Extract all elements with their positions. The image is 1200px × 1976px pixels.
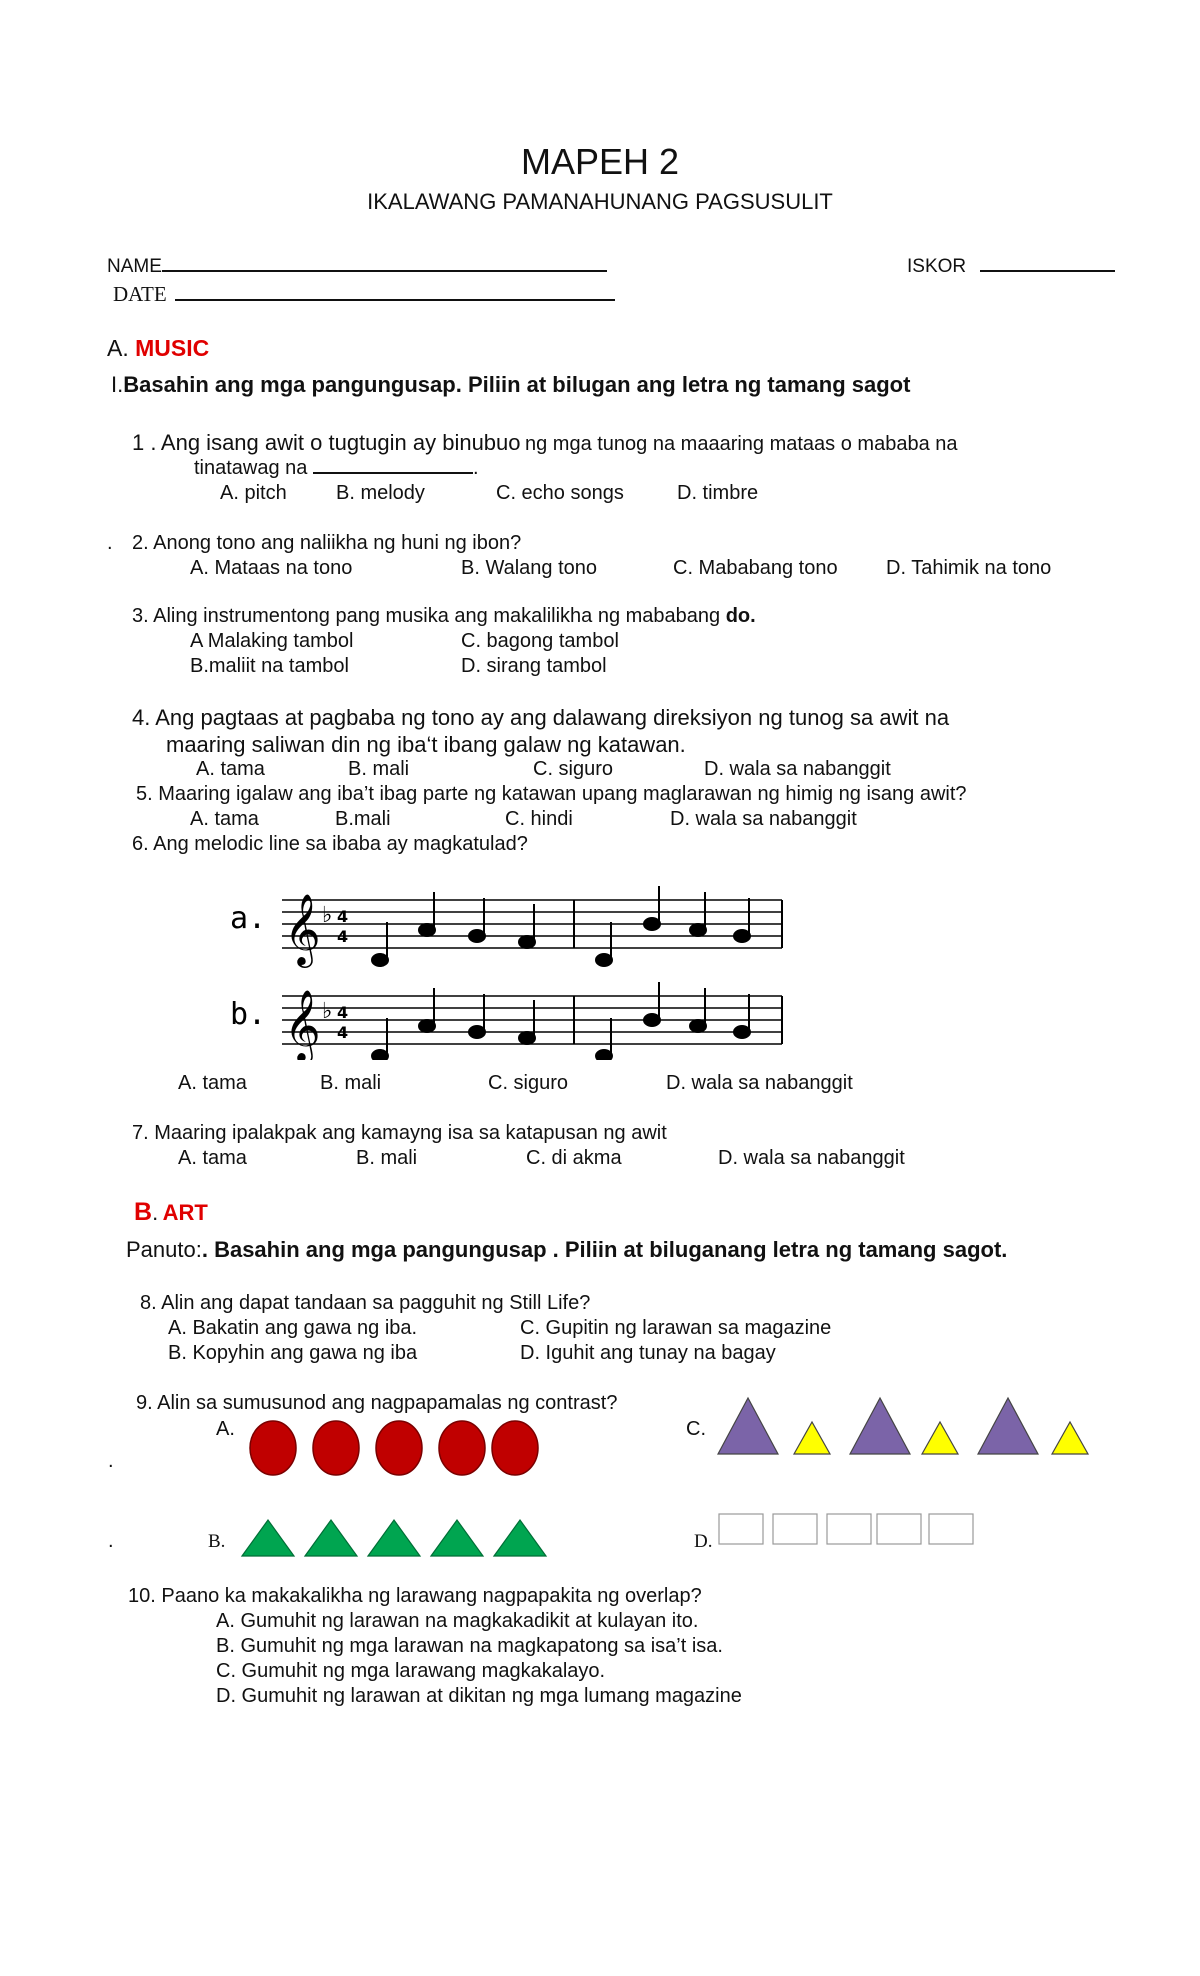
q7-option-d[interactable]: D. wala sa nabanggit: [718, 1147, 905, 1169]
q4-text-b: maaring saliwan din ng iba‘t ibang galaw ng katawan.: [166, 732, 686, 757]
art-instruction-text: . Basahin ang mga pangungusap . Piliin at biluganang letra ng tamang sagot.: [201, 1237, 1008, 1262]
empty-rectangle: [827, 1514, 871, 1544]
q4-text-a: 4. Ang pagtaas at pagbaba ng tono ay ang dalawang direksiyon ng tunog sa awit na: [132, 705, 950, 730]
music-heading: [107, 335, 209, 362]
q5-option-d[interactable]: D. wala sa nabanggit: [670, 808, 857, 830]
green-triangle: [305, 1520, 357, 1556]
q8-option-c[interactable]: C. Gupitin ng larawan sa magazine: [520, 1317, 832, 1339]
red-oval: [250, 1421, 296, 1475]
treble-clef-icon-a: 𝄞: [284, 892, 321, 965]
date-field[interactable]: [113, 282, 615, 307]
q2-option-b[interactable]: B. Walang tono: [461, 557, 598, 579]
q1-text-a: Ang isang awit o tugtugin ay binubuo: [160, 430, 521, 455]
music-instruction-text: Basahin ang mga pangungusap. Piliin at bilugan ang letra ng tamang sagot: [123, 372, 911, 397]
q2-option-c[interactable]: C. Mababang tono: [673, 557, 838, 579]
q1-option-a[interactable]: A. pitch: [220, 482, 287, 504]
red-oval: [439, 1421, 485, 1475]
staff-a-label: a.: [230, 901, 267, 936]
date-blank[interactable]: [175, 299, 615, 301]
flat-sign-icon-b: ♭: [322, 999, 333, 1024]
q9-option-b-shapes[interactable]: [240, 1518, 560, 1560]
purple-triangle: [978, 1398, 1038, 1454]
name-label: NAME: [107, 256, 162, 277]
q1-text-c: tinatawag na: [194, 457, 308, 479]
q2-option-d[interactable]: D. Tahimik na tono: [886, 557, 1052, 579]
q1-line2: [194, 457, 479, 480]
time-signature-b-bottom: 4: [337, 1023, 349, 1042]
art-instruction-prefix: Panuto:: [126, 1237, 202, 1262]
music-instruction-prefix: I.: [111, 372, 124, 397]
q3-option-b[interactable]: B.maliit na tambol: [190, 655, 349, 677]
q9-dot-2: .: [108, 1530, 114, 1552]
q8-option-a[interactable]: A. Bakatin ang gawa ng iba.: [168, 1317, 418, 1339]
q1-blank[interactable]: [313, 472, 473, 474]
score-field[interactable]: [907, 256, 1115, 278]
purple-triangle: [850, 1398, 910, 1454]
q5-text: 5. Maaring igalaw ang iba’t ibag parte ng katawan upang maglarawan ng himig ng isang awit?: [136, 783, 967, 805]
q3-option-a[interactable]: A Malaking tambol: [190, 630, 354, 652]
q2-option-a[interactable]: A. Mataas na tono: [190, 557, 353, 579]
q9-option-d-shapes[interactable]: [718, 1512, 978, 1546]
empty-rectangle: [929, 1514, 973, 1544]
question-1: [132, 430, 958, 456]
q9-option-b-label[interactable]: B.: [208, 1531, 226, 1552]
q1-number: 1 .: [132, 430, 157, 455]
art-title: ART: [162, 1200, 208, 1225]
q10-text: 10. Paano ka makakalikha ng larawang nagpapakita ng overlap?: [128, 1585, 702, 1607]
red-oval: [313, 1421, 359, 1475]
yellow-triangle: [1052, 1422, 1088, 1454]
name-field[interactable]: [107, 256, 607, 278]
q7-text: 7. Maaring ipalakpak ang kamayng isa sa katapusan ng awit: [132, 1122, 667, 1144]
red-oval: [376, 1421, 422, 1475]
music-instruction: [111, 372, 910, 398]
q8-option-d[interactable]: D. Iguhit ang tunay na bagay: [520, 1342, 776, 1364]
flat-sign-icon-a: ♭: [322, 903, 333, 928]
q10-option-d[interactable]: D. Gumuhit ng larawan at dikitan ng mga lumang magazine: [216, 1685, 742, 1707]
green-triangle: [431, 1520, 483, 1556]
q5-option-b[interactable]: B.mali: [335, 808, 391, 830]
score-label: ISKOR: [907, 256, 967, 277]
q6-option-c[interactable]: C. siguro: [488, 1072, 569, 1094]
q6-option-d[interactable]: D. wala sa nabanggit: [666, 1072, 853, 1094]
yellow-triangle: [922, 1422, 958, 1454]
time-signature-b-top: 4: [337, 1003, 349, 1022]
art-dot: .: [152, 1200, 159, 1225]
q4-option-b[interactable]: B. mali: [348, 758, 410, 780]
q1-option-b[interactable]: B. melody: [336, 482, 425, 504]
page-title: MAPEH 2: [520, 141, 680, 182]
art-letter: B: [134, 1198, 153, 1226]
q10-option-c[interactable]: C. Gumuhit ng mga larawang magkakalayo.: [216, 1660, 606, 1682]
yellow-triangle: [794, 1422, 830, 1454]
q3-option-c[interactable]: C. bagong tambol: [461, 630, 619, 652]
q2-dot: .: [107, 532, 113, 554]
q4-option-d[interactable]: D. wala sa nabanggit: [704, 758, 891, 780]
q6-option-b[interactable]: B. mali: [320, 1072, 382, 1094]
q1-option-d[interactable]: D. timbre: [677, 482, 759, 504]
q10-option-a[interactable]: A. Gumuhit ng larawan na magkakadikit at kulayan ito.: [216, 1610, 699, 1632]
q6-text: 6. Ang melodic line sa ibaba ay magkatulad?: [132, 833, 528, 855]
time-signature-a-top: 4: [337, 907, 349, 926]
art-instruction: [126, 1237, 1007, 1263]
q9-option-c-label[interactable]: C.: [686, 1418, 706, 1440]
q4-option-c[interactable]: C. siguro: [533, 758, 614, 780]
q3-text-bold: do.: [725, 605, 756, 627]
melodic-line-figure: [222, 880, 792, 1060]
q9-option-a-label[interactable]: A.: [216, 1418, 235, 1440]
treble-clef-icon-b: 𝄞: [284, 988, 321, 1060]
q8-option-b[interactable]: B. Kopyhin ang gawa ng iba: [168, 1342, 418, 1364]
q7-option-c[interactable]: C. di akma: [526, 1147, 622, 1169]
empty-rectangle: [773, 1514, 817, 1544]
green-triangle: [242, 1520, 294, 1556]
q9-option-c-shapes[interactable]: [716, 1394, 1090, 1458]
q3-text-main: 3. Aling instrumentong pang musika ang makalilikha ng mababang: [132, 605, 721, 627]
q9-text: 9. Alin sa sumusunod ang nagpapamalas ng contrast?: [136, 1392, 618, 1414]
q7-option-a[interactable]: A. tama: [178, 1147, 247, 1169]
art-heading: [134, 1198, 208, 1227]
q1-text-end: .: [472, 457, 479, 479]
q3-option-d[interactable]: D. sirang tambol: [461, 655, 607, 677]
q6-option-a[interactable]: A. tama: [178, 1072, 247, 1094]
q1-text-b: ng mga tunog na maaaring mataas o mababa na: [524, 433, 958, 455]
q9-dot-1: .: [108, 1450, 114, 1472]
q4-option-a[interactable]: A. tama: [196, 758, 265, 780]
q2-text: 2. Anong tono ang naliikha ng huni ng ibon?: [132, 532, 522, 554]
q9-option-d-label[interactable]: D.: [694, 1531, 713, 1552]
staff-b-label: b.: [230, 997, 267, 1032]
empty-rectangle: [719, 1514, 763, 1544]
purple-triangle: [718, 1398, 778, 1454]
q10-option-b[interactable]: B. Gumuhit ng mga larawan na magkapatong sa isa’t isa.: [216, 1635, 723, 1657]
green-triangle: [494, 1520, 546, 1556]
q8-text: 8. Alin ang dapat tandaan sa pagguhit ng Still Life?: [140, 1292, 591, 1314]
music-letter: A.: [107, 335, 129, 361]
q5-option-a[interactable]: A. tama: [190, 808, 259, 830]
q7-option-b[interactable]: B. mali: [356, 1147, 418, 1169]
score-blank[interactable]: [980, 270, 1115, 272]
name-blank[interactable]: [162, 270, 607, 272]
time-signature-a-bottom: 4: [337, 927, 349, 946]
date-label: DATE: [113, 282, 167, 306]
empty-rectangle: [877, 1514, 921, 1544]
q9-option-a-shapes[interactable]: [246, 1418, 546, 1478]
music-title: MUSIC: [135, 335, 210, 361]
q3-text: [132, 605, 756, 628]
q1-option-c[interactable]: C. echo songs: [496, 482, 624, 504]
red-oval: [492, 1421, 538, 1475]
green-triangle: [368, 1520, 420, 1556]
page-subtitle: IKALAWANG PAMANAHUNANG PAGSUSULIT: [367, 189, 833, 214]
q5-option-c[interactable]: C. hindi: [505, 808, 573, 830]
